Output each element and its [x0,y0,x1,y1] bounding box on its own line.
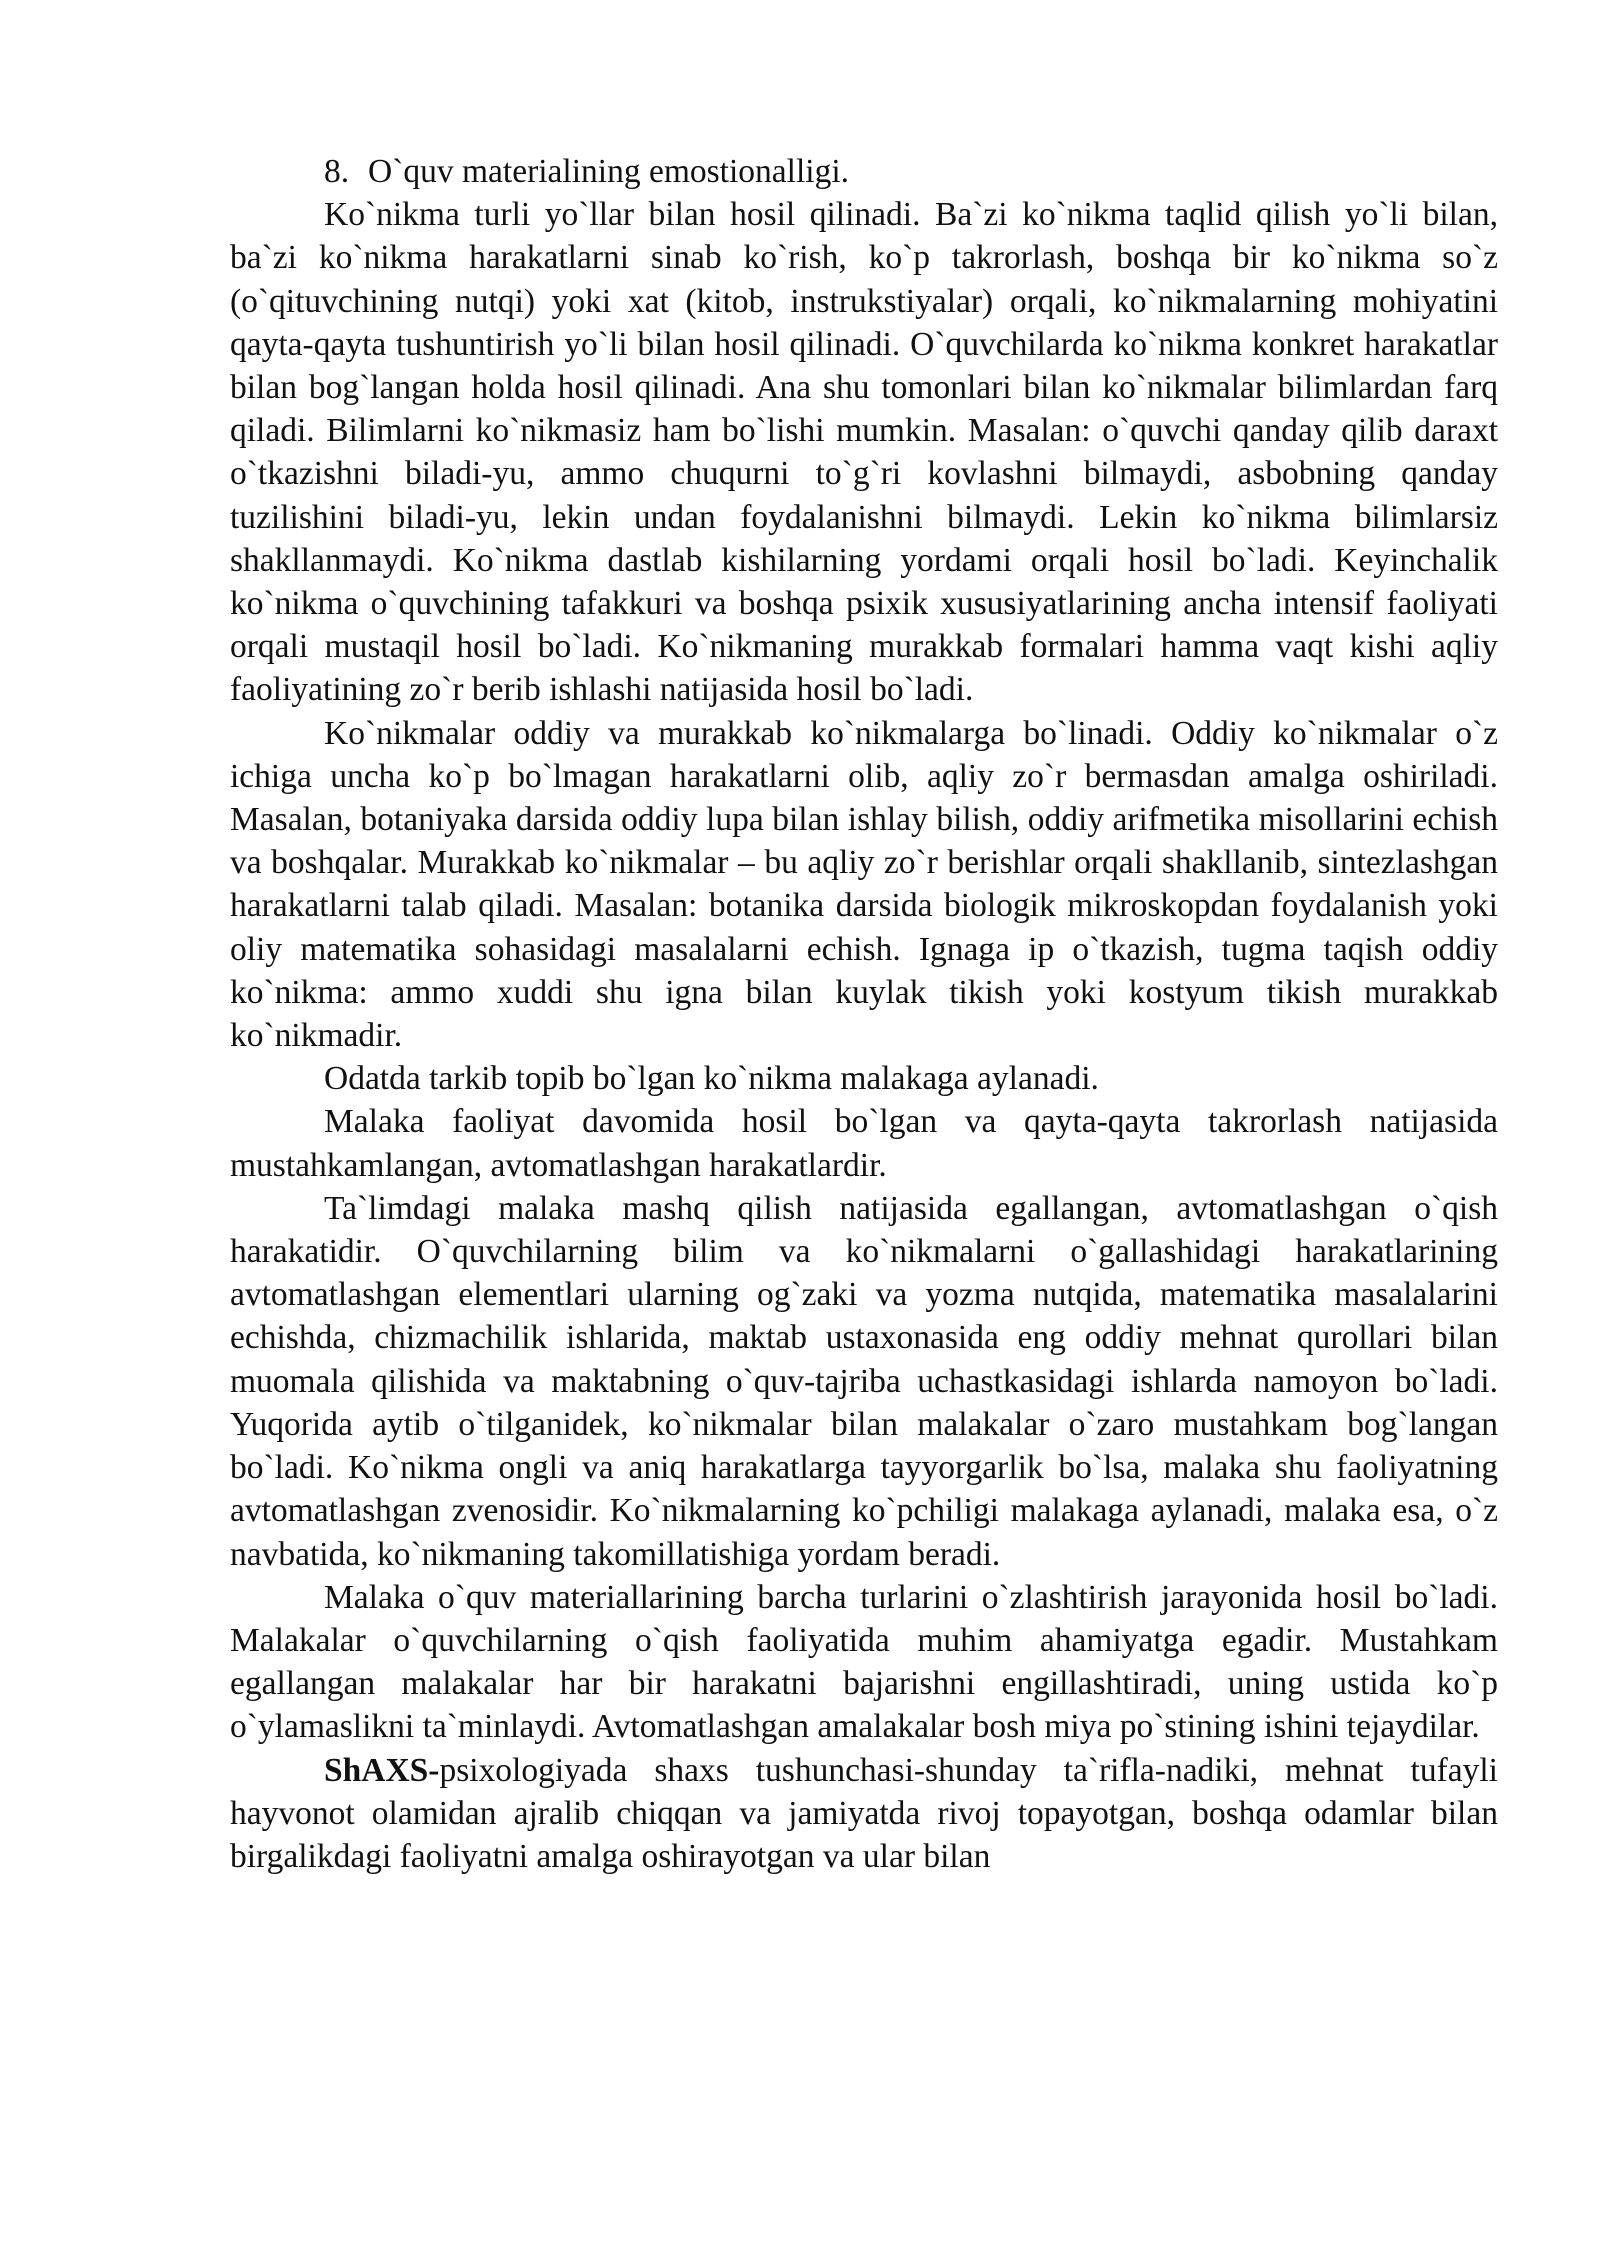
list-item-8 [230,150,1498,193]
paragraph-konikma-turlari: Ko`nikmalar oddiy va murakkab ko`nikmalarga bo`linadi. Oddiy ko`nikmalar o`z ichiga uncha ko`p bo`lmagan harakatlarni olib, aqliy zo`r bermasdan amalga oshiriladi. Masalan, botaniyaka darsida oddiy lupa bilan ishlay bilish, oddiy arifmetika misollarini echish va boshqalar. Murakkab ko`nikmalar – bu aqliy zo`r berishlar orqali shakllanib, sintezlashgan harakatlarni talab qiladi. Masalan: botanika darsida biologik mikroskopdan foydalanish yoki oliy matematika sohasidagi masalalarni echish. Ignaga ip o`tkazish, tugma taqish oddiy ko`nikma: ammo xuddi shu igna bilan kuylak tikish yoki kostyum tikish murakkab ko`nikmadir. [230,714,1498,1055]
paragraph-malaka-ahamiyati: Malaka o`quv materiallarining barcha turlarini o`zlashtirish jarayonida hosil bo`ladi. Malakalar o`quvchilarning o`qish faoliyatida muhim ahamiyatga egadir. Mustahkam egallangan malakalar har bir harakatni bajarishni engillashtiradi, uning ustida ko`p o`ylamaslikni ta`minlaydi. Avtomatlashgan amalakalar bosh miya po`stining ishini tejaydilar. [230,1578,1498,1746]
shaxs-term: ShAXS- [324,1751,440,1789]
list-item-text: O`quv materialining emostionalligi. [368,153,850,190]
paragraph-malakaga-aylanadi: Odatda tarkib topib bo`lgan ko`nikma malakaga aylanadi. [324,1060,1099,1098]
document-page [230,150,1498,1878]
paragraph-shaxs [230,1749,1498,1879]
list-item-number: 8. [324,153,350,190]
paragraph-konikma-hosil: Ko`nikma turli yo`llar bilan hosil qilinadi. Ba`zi ko`nikma taqlid qilish yo`li bilan, ba`zi ko`nikma harakatlarni sinab ko`rish, ko`p takrorlash, boshqa bir ko`nikma so`z (o`qituvchining nutqi) yoki xat (kitob, instrukstiyalar) orqali, ko`nikmalarning mohiyatini qayta-qayta tushuntirish yo`li bilan hosil qilinadi. O`quvchilarda ko`nikma konkret harakatlar bilan bog`langan holda hosil qilinadi. Ana shu tomonlari bilan ko`nikmalar bilimlardan farq qiladi. Bilimlarni ko`nikmasiz ham bo`lishi mumkin. Masalan: o`quvchi qanday qilib daraxt o`tkazishni biladi-yu, ammo chuqurni to`g`ri kovlashni bilmaydi, asbobning qanday tuzilishini biladi-yu, lekin undan foydalanishni bilmaydi. Lekin ko`nikma bilimlarsiz shakllanmaydi. Ko`nikma dastlab kishilarning yordami orqali hosil bo`ladi. Keyinchalik ko`nikma o`quvchining tafakkuri va boshqa psixik xususiyatlarining ancha intensif faoliyati orqali mustaqil hosil bo`ladi. Ko`nikmaning murakkab formalari hamma vaqt kishi aqliy faoliyatining zo`r berib ishlashi natijasida hosil bo`ladi. [230,196,1498,709]
paragraph-malaka-definition: Malaka faoliyat davomida hosil bo`lgan va qayta-qayta takrorlash natijasida mustahkamlangan, avtomatlashgan harakatlardir. [230,1103,1498,1184]
paragraph-talimdagi-malaka: Ta`limdagi malaka mashq qilish natijasida egallangan, avtomatlashgan o`qish harakatidir. O`quvchilarning bilim va ko`nikmalarni o`gallashidagi harakatlarining avtomatlashgan elementlari ularning og`zaki va yozma nutqida, matematika masalalarini echishda, chizmachilik ishlarida, maktab ustaxonasida eng oddiy mehnat qurollari bilan muomala qilishida va maktabning o`quv-tajriba uchastkasidagi ishlarda namoyon bo`ladi. Yuqorida aytib o`tilganidek, ko`nikmalar bilan malakalar o`zaro mustahkam bog`langan bo`ladi. Ko`nikma ongli va aniq harakatlarga tayyorgarlik bo`lsa, malaka shu faoliyatning avtomatlashgan zvenosidir. Ko`nikmalarning ko`pchiligi malakaga aylanadi, malaka esa, o`z navbatida, ko`nikmaning takomillatishiga yordam beradi. [230,1189,1498,1573]
shaxs-definition: psixologiyada shaxs tushunchasi-shunday ta`rifla-nadiki, mehnat tufayli hayvonot olamidan ajralib chiqqan va jamiyatda rivoj topayotgan, boshqa odamlar bilan birgalikdagi faoliyatni amalga oshirayotgan va ular bilan [230,1751,1498,1875]
